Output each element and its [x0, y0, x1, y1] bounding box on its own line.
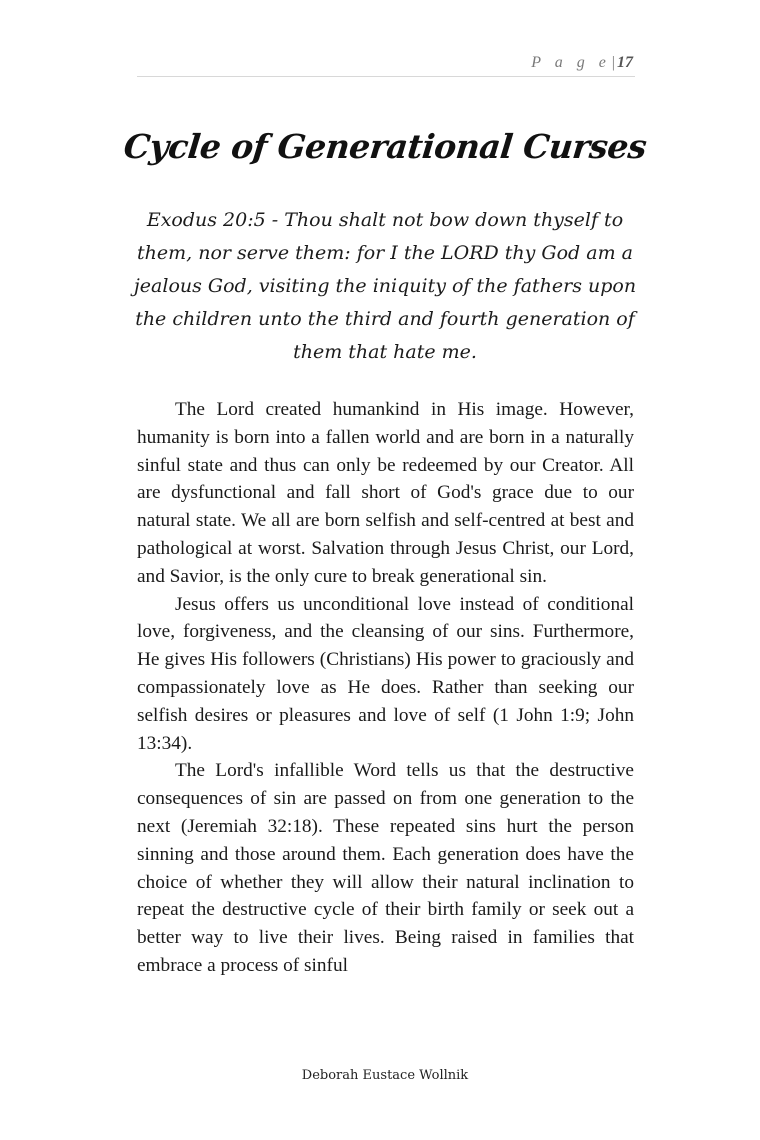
page-number: 17	[617, 54, 633, 71]
body-text	[137, 396, 634, 980]
page-word: P a g e	[531, 54, 611, 71]
chapter-title: Cycle of Generational Curses	[121, 127, 649, 166]
paragraph: The Lord created humankind in His image. However, humanity is born into a fallen world and are born in a naturally sinful state and thus can only be redeemed by our Creator. All are dysfunctional and fall short of God's grace due to our natural state. We all are born selfish and self-centred at best and pathological at worst. Salvation through Jesus Christ, our Lord, and Savior, is the only cure to break generational sin.	[137, 399, 634, 587]
page-number-label	[531, 54, 633, 72]
paragraph: Jesus offers us unconditional love instead of conditional love, forgiveness, and the cleansing of our sins. Furthermore, He gives His followers (Christians) His power to graciously and compassionately love as He does. Rather than seeking our selfish desires or pleasures and love of self (1 John 1:9; John 13:34).	[137, 593, 634, 754]
paragraph: The Lord's infallible Word tells us that the destructive consequences of sin are passed on from one generation to the next (Jeremiah 32:18). These repeated sins hurt the person sinning and those around them. Each generation does have the choice of whether they will allow their natural inclination to repeat the destructive cycle of their birth family or seek out a better way to live their lives. Being raised in families that embrace a process of sinful	[137, 760, 634, 976]
footer-author: Deborah Eustace Wollnik	[301, 1068, 469, 1083]
scripture-epigraph: Exodus 20:5 - Thou shalt not bow down thyself to them, nor serve them: for I the LORD thy God am a jealous God, visiting the iniquity of the fathers upon the children unto the third and fourth generation of them that hate me.	[133, 209, 637, 363]
page-separator: |	[611, 54, 615, 71]
page-header	[137, 52, 635, 77]
